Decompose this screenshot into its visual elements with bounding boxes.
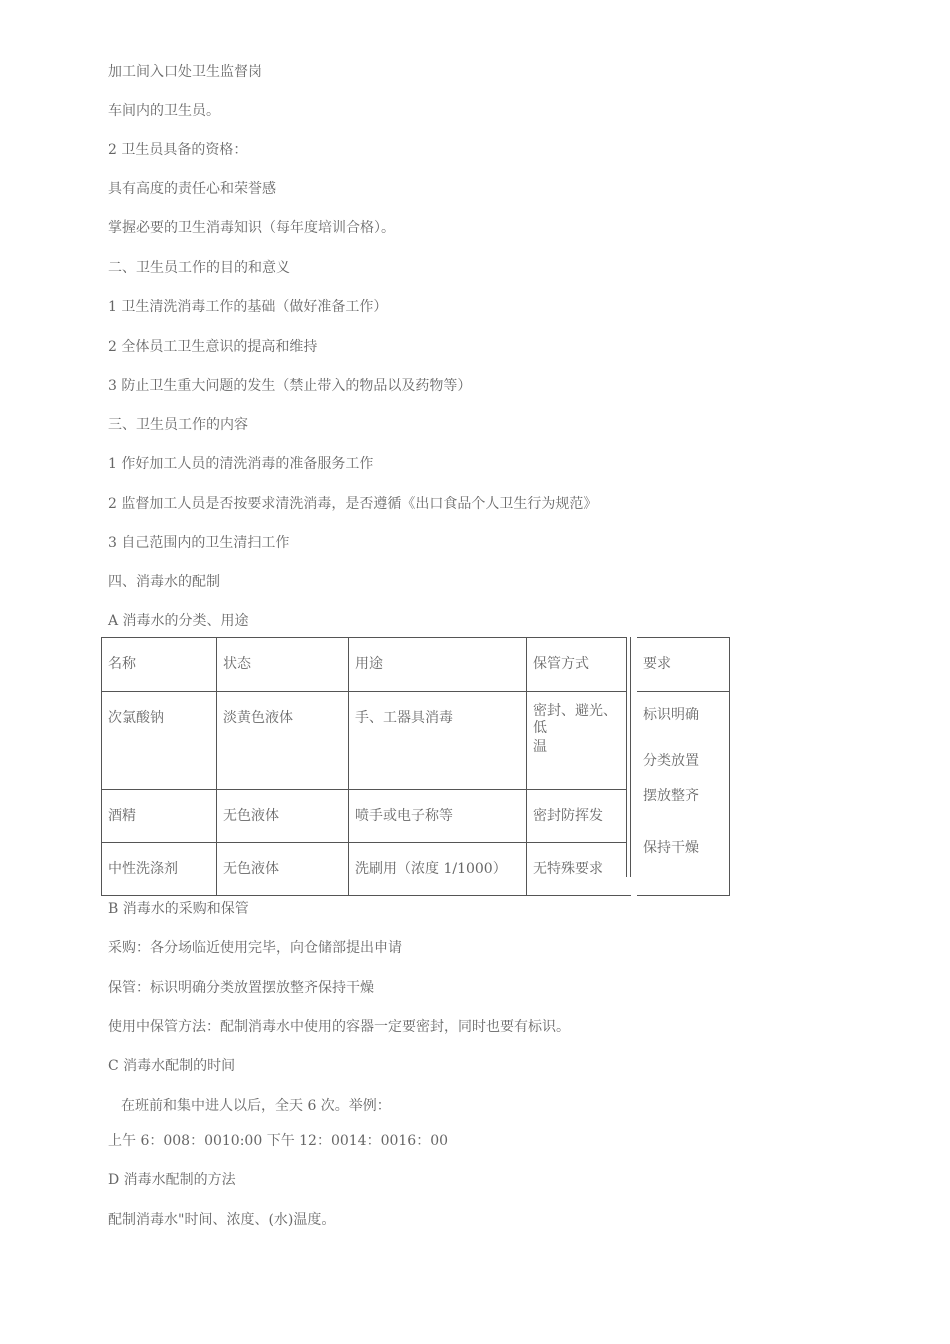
cell-use: 手、工器具消毒: [349, 692, 527, 790]
section-heading-purpose: 二、卫生员工作的目的和意义: [108, 260, 290, 276]
cell-name: 次氯酸钠: [102, 692, 217, 790]
line-qualification-heading: 2 卫生员具备的资格：: [108, 142, 248, 158]
subheading-timing: C 消毒水配制的时间: [108, 1058, 236, 1074]
cell-state: 无色液体: [217, 790, 349, 843]
cell-requirements: [634, 692, 730, 896]
subheading-method: D 消毒水配制的方法: [108, 1172, 236, 1188]
line-purpose-1: 1 卫生清洗消毒工作的基础（做好准备工作）: [108, 299, 388, 315]
line-qualification-2: 掌握必要的卫生消毒知识（每年度培训合格）。: [108, 220, 395, 236]
requirement-item: 标识明确: [643, 707, 699, 723]
line-content-3: 3 自己范围内的卫生清扫工作: [108, 535, 290, 551]
line-content-1: 1 作好加工人员的清洗消毒的准备服务工作: [108, 456, 374, 472]
line-storage: 保管：标识明确分类放置摆放整齐保持干燥: [108, 980, 374, 996]
header-name: 名称: [102, 638, 217, 692]
line-timing-desc: 在班前和集中进人以后，全天 6 次。举例：: [121, 1098, 391, 1114]
requirement-item: 保持干燥: [643, 840, 699, 856]
cell-storage: [527, 692, 635, 790]
disinfectant-table: [101, 637, 730, 896]
header-use: 用途: [349, 638, 527, 692]
requirement-item: 分类放置: [643, 753, 699, 769]
cell-name: 酒精: [102, 790, 217, 843]
requirement-item: 摆放整齐: [643, 788, 699, 804]
cell-use: 洗刷用（浓度 1/1000）: [349, 843, 527, 896]
line-timing-example: 上午 6：008：0010:00 下午 12：0014：0016：00: [108, 1133, 449, 1149]
line-method: 配制消毒水"时间、浓度、(水)温度。: [108, 1212, 336, 1228]
line-inspection-post: 加工间入口处卫生监督岗: [108, 64, 262, 80]
cell-name: 中性洗涤剂: [102, 843, 217, 896]
cell-storage-line1: 密封、避光、低: [533, 703, 617, 736]
line-in-use-storage: 使用中保管方法：配制消毒水中使用的容器一定要密封，同时也要有标识。: [108, 1019, 570, 1035]
header-state: 状态: [217, 638, 349, 692]
cell-storage: 无特殊要求: [527, 843, 635, 896]
cell-use: 喷手或电子称等: [349, 790, 527, 843]
cell-storage-line2: 温: [533, 739, 547, 755]
line-qualification-1: 具有高度的责任心和荣誉感: [108, 181, 276, 197]
subheading-classification: A 消毒水的分类、用途: [108, 613, 249, 629]
cell-storage: 密封防挥发: [527, 790, 635, 843]
header-storage: 保管方式: [527, 638, 635, 692]
line-workshop-sanitarian: 车间内的卫生员。: [108, 103, 220, 119]
line-content-2: 2 监督加工人员是否按要求清洗消毒，是否遵循《出口食品个人卫生行为规范》: [108, 496, 598, 512]
section-heading-disinfectant: 四、消毒水的配制: [108, 574, 220, 590]
subheading-procurement: B 消毒水的采购和保管: [108, 901, 249, 917]
table-column-gap: [626, 637, 631, 877]
table-row: [102, 692, 730, 790]
header-requirements: 要求: [634, 638, 730, 692]
cell-state: 淡黄色液体: [217, 692, 349, 790]
line-purpose-2: 2 全体员工卫生意识的提高和维持: [108, 339, 318, 355]
cell-state: 无色液体: [217, 843, 349, 896]
line-purpose-3: 3 防止卫生重大问题的发生（禁止带入的物品以及药物等）: [108, 378, 472, 394]
section-heading-content: 三、卫生员工作的内容: [108, 417, 248, 433]
table-header-row: [102, 638, 730, 692]
line-procurement: 采购：各分场临近使用完毕，向仓储部提出申请: [108, 940, 402, 956]
